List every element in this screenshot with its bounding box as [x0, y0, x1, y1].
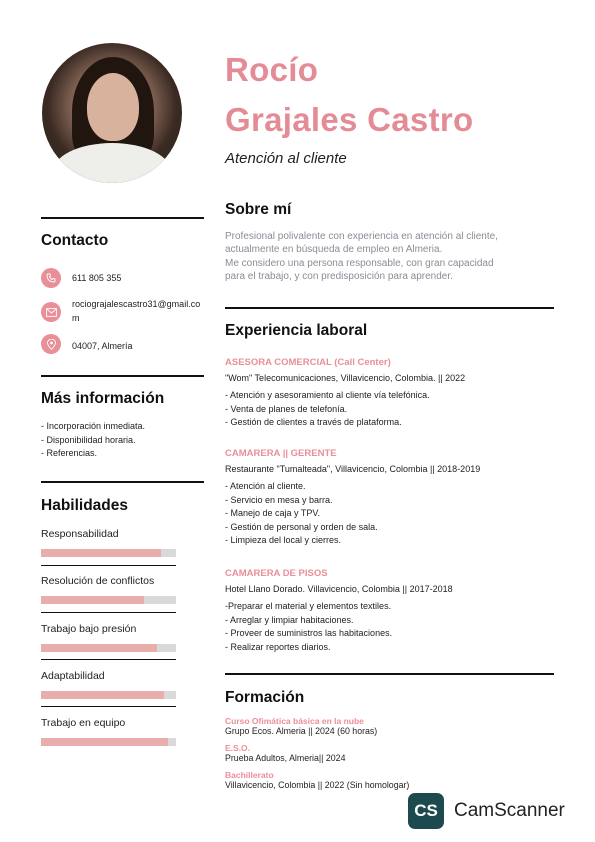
skill-item [41, 717, 176, 746]
divider [41, 217, 204, 219]
first-name: Rocío [225, 51, 319, 88]
skill-bar [41, 738, 176, 746]
job-role: Atención al cliente [225, 150, 347, 167]
education-title: E.S.O. [225, 743, 251, 753]
list-item: - Limpieza del local y cierres. [225, 535, 342, 545]
list-item: - Arreglar y limpiar habitaciones. [225, 614, 354, 625]
address-text: 04007, Almería [72, 341, 133, 351]
more-info-heading: Más información [41, 390, 165, 407]
education-list [225, 716, 555, 790]
skill-bar-fill [41, 644, 157, 652]
skill-bar [41, 691, 176, 699]
contact-heading: Contacto [41, 232, 109, 249]
education-place: Grupo Ecos. Almeria || 2024 (60 horas) [225, 726, 378, 736]
job-company: Hotel Llano Dorado. Villavicencio, Colombia || 2017-2018 [225, 584, 453, 594]
job-tasks [225, 600, 555, 654]
divider [41, 612, 176, 613]
divider [41, 565, 176, 566]
job-tasks [225, 389, 555, 430]
list-item: - Gestión de clientes a través de plataforma. [225, 417, 402, 427]
more-info-list [41, 420, 145, 461]
skill-label: Trabajo en equipo [41, 717, 126, 729]
skill-bar-fill [41, 738, 168, 746]
job-title: CAMARERA || GERENTE [225, 448, 337, 459]
about-line: Me considero una persona responsable, con gran capacidad [225, 257, 494, 269]
skill-bar-fill [41, 691, 164, 699]
phone-text: 611 805 355 [72, 273, 122, 283]
list-item: - Venta de planes de telefonía. [225, 403, 348, 414]
list-item: -Preparar el material y elementos textiles. [225, 601, 392, 611]
job-title: CAMARERA DE PISOS [225, 568, 328, 579]
divider [225, 673, 554, 675]
skill-label: Resolución de conflictos [41, 575, 155, 587]
name-block [225, 45, 473, 145]
job-title: ASESORA COMERCIAL (Call Center) [225, 357, 391, 368]
job-entry [225, 568, 555, 654]
skill-label: Trabajo bajo presión [41, 623, 137, 635]
camscanner-brand: CamScanner [454, 800, 565, 821]
divider [225, 307, 554, 309]
camscanner-logo-icon: CS [408, 793, 444, 829]
profile-photo [42, 43, 182, 183]
list-item: - Incorporación inmediata. [41, 421, 146, 431]
list-item: - Atención y asesoramiento al cliente vía telefónica. [225, 390, 430, 400]
education-title: Curso Ofimática básica en la nube [225, 716, 364, 726]
camscanner-watermark [408, 793, 565, 829]
education-item [225, 743, 555, 763]
job-entry [225, 448, 555, 548]
skill-bar [41, 549, 176, 557]
contact-address [41, 334, 207, 354]
list-item: - Disponibilidad horaria. [41, 434, 136, 445]
skills-heading: Habilidades [41, 497, 128, 514]
divider [41, 375, 204, 377]
education-item [225, 770, 555, 790]
skill-item [41, 670, 176, 699]
skill-label: Responsabilidad [41, 528, 119, 540]
list-item: - Realizar reportes diarios. [225, 641, 331, 652]
divider [41, 659, 176, 660]
list-item: - Atención al cliente. [225, 481, 306, 491]
about-heading: Sobre mí [225, 201, 292, 218]
job-company: "Wom" Telecomunicaciones, Villavicencio, Colombia. || 2022 [225, 373, 466, 383]
about-line: para el trabajo, y con predisposición para aprender. [225, 271, 453, 283]
list-item: - Servicio en mesa y barra. [225, 494, 333, 505]
skill-item [41, 528, 176, 557]
contact-phone [41, 268, 207, 288]
about-line: actualmente en búsqueda de empleo en Almeria. [225, 244, 443, 256]
mail-icon [41, 302, 61, 322]
phone-icon [41, 268, 61, 288]
job-tasks [225, 480, 555, 548]
job-company: Restaurante "Tumalteada", Villavicencio, Colombia || 2018-2019 [225, 464, 481, 474]
divider [41, 706, 176, 707]
list-item: - Manejo de caja y TPV. [225, 508, 321, 518]
last-name: Grajales Castro [225, 101, 474, 138]
education-heading: Formación [225, 689, 305, 706]
email-text[interactable]: rociograjalescastro31@gmail.com [72, 299, 201, 323]
education-place: Prueba Adultos, Almeria|| 2024 [225, 753, 346, 763]
job-entry [225, 357, 555, 430]
contact-email [41, 297, 207, 325]
skill-bar-fill [41, 549, 161, 557]
list-item: - Proveer de suministros las habitaciones. [225, 628, 393, 638]
divider [41, 481, 204, 483]
skill-bar-fill [41, 596, 144, 604]
skill-bar [41, 644, 176, 652]
education-place: Villavicencio, Colombia || 2022 (Sin homologar) [225, 780, 410, 790]
skill-item [41, 623, 176, 652]
list-item: - Gestión de personal y orden de sala. [225, 521, 378, 532]
education-item [225, 716, 555, 736]
skill-item [41, 575, 176, 604]
skill-bar [41, 596, 176, 604]
education-title: Bachillerato [225, 770, 274, 780]
skill-label: Adaptabilidad [41, 670, 105, 682]
about-text [225, 230, 555, 284]
about-line: Profesional polivalente con experiencia en atención al cliente, [225, 231, 498, 242]
location-pin-icon [41, 334, 61, 354]
list-item: - Referencias. [41, 448, 98, 458]
experience-heading: Experiencia laboral [225, 322, 368, 339]
